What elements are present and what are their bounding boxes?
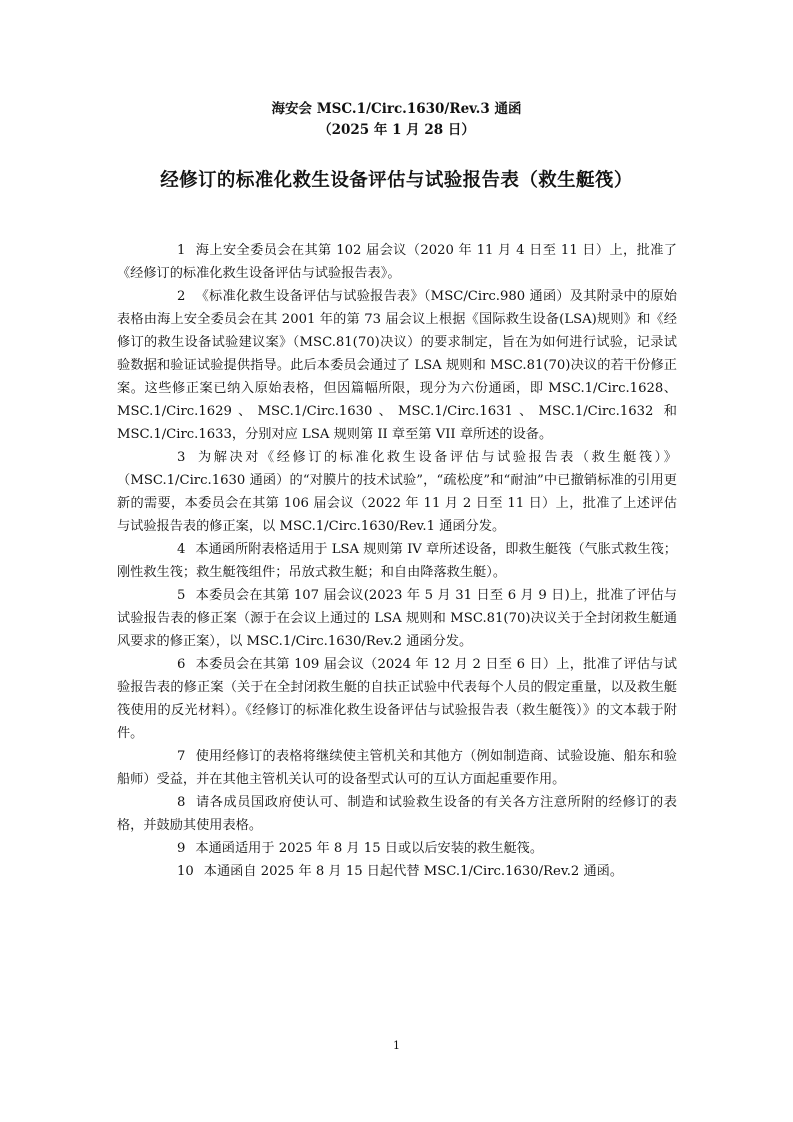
paragraph-2 bbox=[117, 285, 677, 446]
paragraph-text: 请各成员国政府使认可、制造和试验救生设备的有关各方注意所附的经修订的表格，并鼓励其使用表格。 bbox=[117, 795, 677, 833]
circular-date: （2025 年 1 月 28 日） bbox=[318, 122, 475, 138]
paragraph-6 bbox=[117, 653, 677, 745]
paragraph-number: 8 bbox=[177, 795, 186, 810]
paragraph-number: 3 bbox=[177, 450, 186, 465]
paragraph-number: 4 bbox=[177, 542, 186, 557]
paragraph-number: 1 bbox=[177, 243, 186, 258]
paragraph-3 bbox=[117, 446, 677, 538]
paragraph-text: 本通函自 2025 年 8 月 15 日起代替 MSC.1/Circ.1630/Rev.2 通函。 bbox=[203, 864, 624, 879]
paragraph-number: 5 bbox=[177, 588, 186, 603]
paragraph-4 bbox=[117, 538, 677, 584]
paragraph-text: 使用经修订的表格将继续使主管机关和其他方（例如制造商、试验设施、船东和验船师）受益，并在其他主管机关认可的设备型式认可的互认方面起重要作用。 bbox=[117, 749, 677, 787]
paragraph-7 bbox=[117, 745, 677, 791]
paragraph-10 bbox=[117, 860, 677, 883]
paragraph-number: 10 bbox=[177, 864, 194, 879]
paragraph-number: 6 bbox=[177, 657, 186, 672]
paragraph-text: 为解决对《经修订的标准化救生设备评估与试验报告表（救生艇筏）》（MSC.1/Circ.1630 通函）的“对膜片的技术试验”，“疏松度”和“耐油”中已撤销标准的引用更新的需要，本委员会在其第 106 届会议（2022 年 11 月 2 日至 11 日）上，批准了上述评估与试验报告表的修正案，以 MSC.1/Circ.1630/Rev.1 通函分发。 bbox=[117, 450, 677, 534]
paragraph-number: 7 bbox=[177, 749, 186, 764]
paragraph-8 bbox=[117, 791, 677, 837]
document-title: 经修订的标准化救生设备评估与试验报告表（救生艇筏） bbox=[160, 170, 633, 191]
paragraph-5 bbox=[117, 584, 677, 653]
page-number: 1 bbox=[393, 1039, 400, 1052]
document-body bbox=[117, 239, 677, 883]
paragraph-text: 本通函适用于 2025 年 8 月 15 日或以后安装的救生艇筏。 bbox=[195, 841, 544, 856]
circular-reference: 海安会 MSC.1/Circ.1630/Rev.3 通函 bbox=[271, 101, 522, 117]
paragraph-text: 本委员会在其第 107 届会议(2023 年 5 月 31 日至 6 月 9 日)上，批准了评估与试验报告表的修正案（源于在会议上通过的 LSA 规则和 MSC.81(70)决议关于全封闭救生艇通风要求的修正案），以 MSC.1/Circ.1630/Rev.2 通函分发。 bbox=[117, 588, 677, 649]
paragraph-text: 本委员会在其第 109 届会议（2024 年 12 月 2 日至 6 日）上，批准了评估与试验报告表的修正案（关于在全封闭救生艇的自扶正试验中代表每个人员的假定重量，以及救生艇筏使用的反光材料）。《经修订的标准化救生设备评估与试验报告表（救生艇筏）》的文本载于附件。 bbox=[117, 657, 677, 741]
paragraph-text: 《标准化救生设备评估与试验报告表》（MSC/Circ.980 通函）及其附录中的原始表格由海上安全委员会在其 2001 年的第 73 届会议上根据《国际救生设备(LSA)规则》和《经修订的救生设备试验建议案》（MSC.81(70)决议）的要求制定，旨在为如何进行试验，记录试验数据和验证试验提供指导。此后本委员会通过了 LSA 规则和 MSC.81(70)决议的若干份修正案。这些修正案已纳入原始表格，但因篇幅所限，现分为六份通函，即 MSC.1/Circ.1628、MSC.1/Circ.1629、MSC.1/Circ.1630、MSC.1/Circ.1631、MSC.1/Circ.1632 和 MSC.1/Circ.1633，分别对应 LSA 规则第 II 章至第 VII 章所述的设备。 bbox=[117, 289, 677, 442]
paragraph-1 bbox=[117, 239, 677, 285]
paragraph-9 bbox=[117, 837, 677, 860]
paragraph-text: 海上安全委员会在其第 102 届会议（2020 年 11 月 4 日至 11 日）上，批准了《经修订的标准化救生设备评估与试验报告表》。 bbox=[117, 243, 677, 281]
paragraph-text: 本通函所附表格适用于 LSA 规则第 IV 章所述设备，即救生艇筏（气胀式救生筏；刚性救生筏；救生艇筏组件；吊放式救生艇；和自由降落救生艇）。 bbox=[117, 542, 677, 580]
paragraph-number: 2 bbox=[177, 289, 186, 304]
paragraph-number: 9 bbox=[177, 841, 186, 856]
